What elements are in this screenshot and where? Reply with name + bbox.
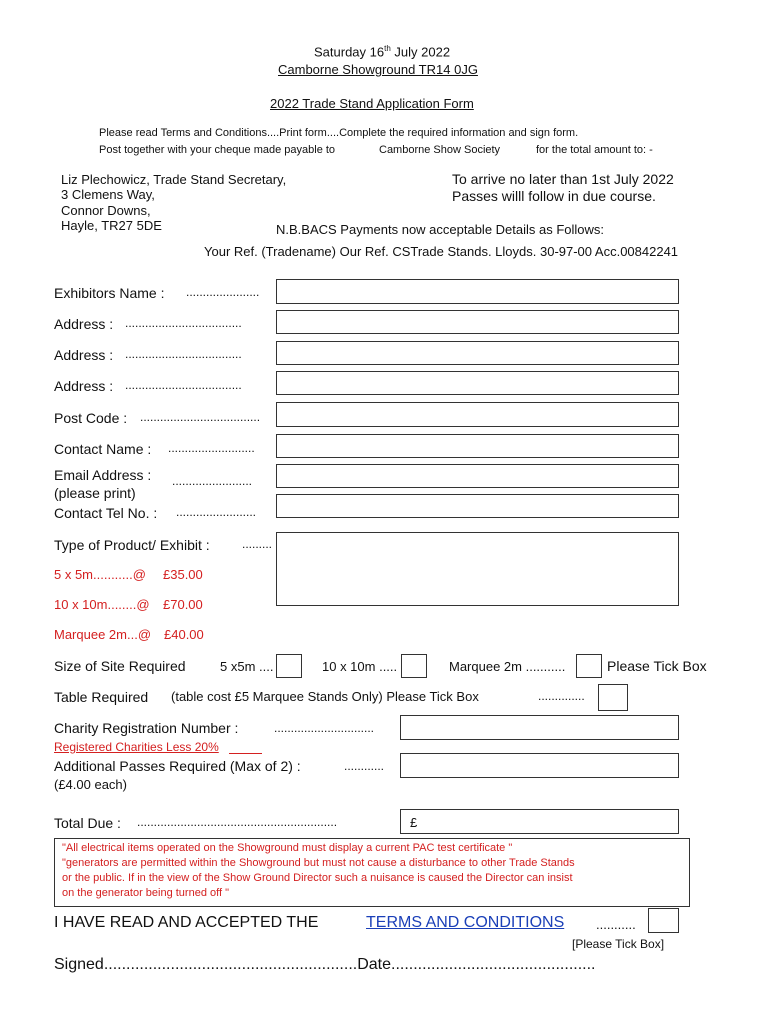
accept-tick-note: [Please Tick Box] [572,937,665,951]
total-input[interactable] [400,809,679,834]
contact-dots: .......................... [168,441,255,455]
total-dots: ............................................................ [137,815,338,829]
instructions-line2a: Post together with your cheque made payable to [99,144,336,156]
email-note: (please print) [54,485,136,501]
total-label: Total Due : [54,815,121,831]
instructions-line2c: for the total amount to: - [536,144,653,156]
price-large: 10 x 10m........@ [54,597,150,612]
price-small-amount: £35.00 [163,567,203,582]
notice-line: "generators are permitted within the Showground but must not cause a disturbance to other Trade Stands [62,857,575,869]
charity-label: Charity Registration Number : [54,720,239,736]
charity-note-underline [229,753,262,754]
email-label: Email Address : [54,467,152,483]
table-label: Table Required [54,689,149,705]
product-dots: ......... [242,537,273,551]
passes-note: Passes willl follow in due course. [452,188,656,204]
email-dots: ........................ [172,474,253,488]
address-line: 3 Clemens Way, [61,187,155,202]
secretary-name: Liz Plechowicz, Trade Stand Secretary, [61,172,287,187]
site-5x5-checkbox[interactable] [276,654,302,678]
tel-input[interactable] [276,494,679,518]
email-input[interactable] [276,464,679,488]
product-input[interactable] [276,532,679,606]
address1-dots: ................................... [125,316,242,330]
accept-text: I HAVE READ AND ACCEPTED THE [54,914,319,931]
tel-dots: ........................ [176,505,257,519]
form-title: 2022 Trade Stand Application Form [270,96,474,111]
event-venue: Camborne Showground TR14 0JG [278,62,478,77]
total-currency: £ [410,815,418,830]
address2-input[interactable] [276,341,679,365]
exhibitor-name-input[interactable] [276,279,679,304]
address-line: Connor Downs, [61,203,151,218]
charity-discount-note: Registered Charities Less 20% [54,740,219,754]
passes-dots: ............ [344,759,385,773]
site-marquee-checkbox[interactable] [576,654,602,678]
site-tick-note: Please Tick Box [607,658,707,674]
charity-dots: .............................. [274,721,375,735]
exhibitor-dots: ...................... [186,285,260,299]
passes-label: Additional Passes Required (Max of 2) : [54,758,301,774]
table-checkbox[interactable] [598,684,628,711]
instructions-line1: Please read Terms and Conditions....Print form....Complete the required information and sign form. [99,127,579,139]
address1-input[interactable] [276,310,679,334]
site-10x10-checkbox[interactable] [401,654,427,678]
address3-input[interactable] [276,371,679,395]
price-large-amount: £70.00 [163,597,203,612]
site-size-label: Size of Site Required [54,658,186,674]
price-small: 5 x 5m...........@ [54,567,146,582]
tel-label: Contact Tel No. : [54,505,158,521]
address3-label: Address : [54,378,114,394]
passes-input[interactable] [400,753,679,778]
address-line: Hayle, TR27 5DE [61,218,162,233]
instructions-line2b: Camborne Show Society [379,144,501,156]
signature-line[interactable]: Signed.........................................................Date.............................................. [54,956,596,973]
charity-number-input[interactable] [400,715,679,740]
accept-terms-checkbox[interactable] [648,908,679,933]
notice-line: on the generator being turned off " [62,887,229,899]
deadline-text: To arrive no later than 1st July 2022 [452,171,674,187]
table-detail: (table cost £5 Marquee Stands Only) Please Tick Box [171,689,479,704]
site-opt-5x5-label: 5 x5m .... [220,659,274,674]
notice-line: "All electrical items operated on the Showground must display a current PAC test certificate " [62,842,513,854]
terms-link[interactable]: TERMS AND CONDITIONS [366,914,565,931]
passes-price: (£4.00 each) [54,777,127,792]
address3-dots: ................................... [125,378,242,392]
contact-name-input[interactable] [276,434,679,458]
notice-line: or the public. If in the view of the Show Ground Director such a nuisance is caused the Director can insist [62,872,573,884]
postcode-label: Post Code : [54,410,128,426]
price-marquee-amount: £40.00 [164,627,204,642]
site-opt-marquee-label: Marquee 2m ........... [449,659,566,674]
table-dots: .............. [538,689,585,703]
contact-label: Contact Name : [54,441,152,457]
bacs-details: Your Ref. (Tradename) Our Ref. CSTrade Stands. Lloyds. 30-97-00 Acc.00842241 [204,244,679,259]
postcode-dots: .................................... [140,410,261,424]
address2-label: Address : [54,347,114,363]
exhibitor-label: Exhibitors Name : [54,285,165,301]
postcode-input[interactable] [276,402,679,427]
address1-label: Address : [54,316,114,332]
event-date: Saturday 16th July 2022 [314,44,451,60]
bacs-heading: N.B.BACS Payments now acceptable Details as Follows: [276,222,605,237]
address2-dots: ................................... [125,347,242,361]
product-label: Type of Product/ Exhibit : [54,537,210,553]
site-opt-10x10-label: 10 x 10m ..... [322,659,398,674]
price-marquee: Marquee 2m...@ [54,627,152,642]
accept-dots: ........... [596,917,636,932]
